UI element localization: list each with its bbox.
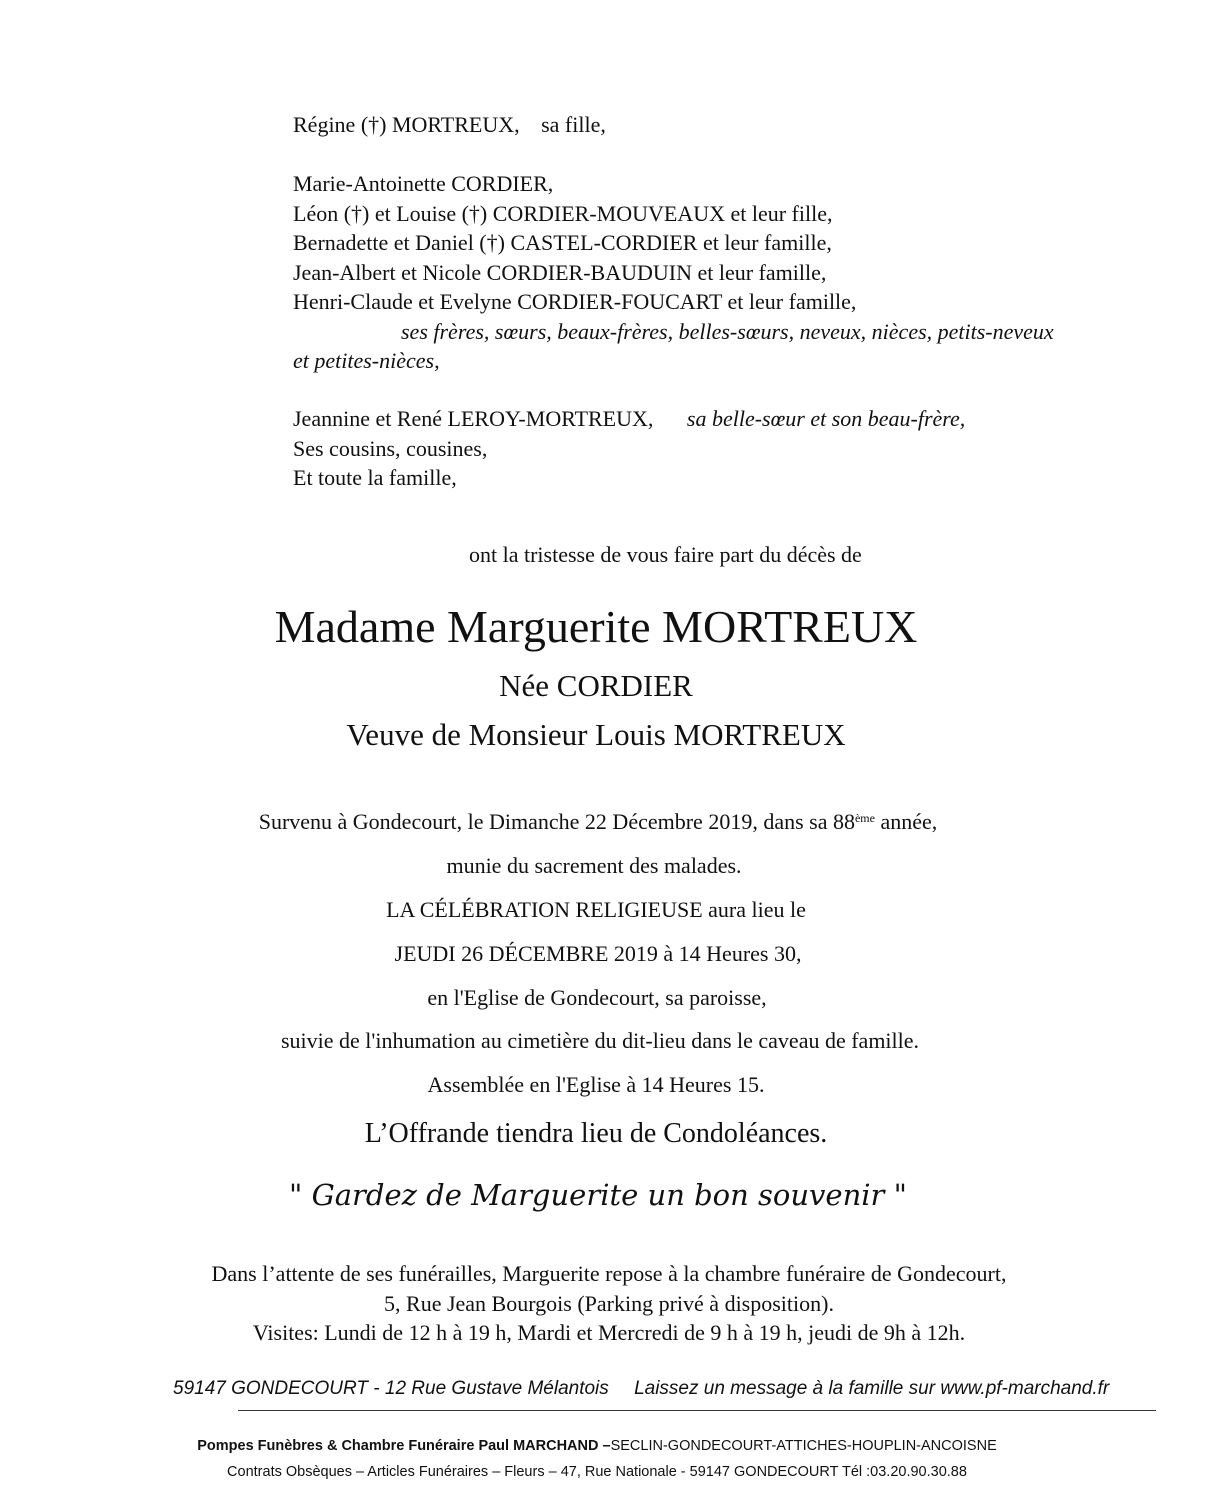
footer-company: Pompes Funèbres & Chambre Funéraire Paul MARCHAND – <box>197 1438 611 1454</box>
inlaws-comma: , <box>647 406 654 431</box>
inlaws-block <box>293 404 965 493</box>
death-text: Survenu à Gondecourt, le Dimanche 22 Décembre 2019, dans sa 88 <box>258 809 855 834</box>
footer-company-line <box>0 1436 1204 1456</box>
sibling-line: Léon (†) et Louise (†) CORDIER-MOUVEAUX et leur fille, <box>293 200 833 226</box>
announcement: ont la tristesse de vous faire part du décès de <box>469 542 862 567</box>
contact-line <box>173 1376 1109 1402</box>
daughter-name: Régine (†) MORTREUX, <box>293 112 520 137</box>
death-text-end: année, <box>874 809 938 834</box>
widow-line: Veuve de Monsieur Louis MORTREUX <box>346 717 846 752</box>
visits-block <box>2 1259 1214 1348</box>
siblings-role-line-1: ses frères, sœurs, beaux-frères, belles-sœurs, neveux, nièces, petits-neveux <box>401 318 1054 344</box>
daughter-line <box>293 110 606 140</box>
contact-message: Laissez un message à la famille sur www.pf-marchand.fr <box>634 1378 1110 1399</box>
death-line <box>0 808 1205 836</box>
assembly-line: Assemblée en l'Eglise à 14 Heures 15. <box>427 1072 765 1097</box>
visits-line-2: 5, Rue Jean Bourgois (Parking privé à disposition). <box>384 1290 834 1316</box>
maiden-name: Née CORDIER <box>499 668 693 703</box>
ordinal-suffix: ème <box>854 811 875 825</box>
ceremony-date: JEUDI 26 DÉCEMBRE 2019 à 14 Heures 30, <box>394 941 802 966</box>
footer-divider <box>238 1410 1156 1411</box>
sacrament-line: munie du sacrement des malades. <box>446 853 742 878</box>
daughter-role: sa fille, <box>541 112 606 137</box>
inlaws-line <box>293 404 965 434</box>
deceased-name: Madame Marguerite MORTREUX <box>274 601 918 652</box>
inlaws-role: sa belle-sœur et son beau-frère, <box>686 406 966 431</box>
cousins-line: Ses cousins, cousines, <box>293 435 488 461</box>
memorial-quote: " Gardez de Marguerite un bon souvenir " <box>289 1178 907 1212</box>
sibling-line: Jean-Albert et Nicole CORDIER-BAUDUIN et leur famille, <box>293 259 827 285</box>
visits-line-1: Dans l’attente de ses funérailles, Marguerite repose à la chambre funéraire de Gondecourt, <box>211 1261 1007 1286</box>
ceremony-line: LA CÉLÉBRATION RELIGIEUSE aura lieu le <box>386 897 806 922</box>
sibling-line: Bernadette et Daniel (†) CASTEL-CORDIER et leur famille, <box>293 230 832 255</box>
burial-line: suivie de l'inhumation au cimetière du dit-lieu dans le caveau de famille. <box>280 1028 920 1053</box>
all-family-line: Et toute la famille, <box>293 465 457 490</box>
footer-services: Contrats Obsèques – Articles Funéraires – Fleurs – 47, Rue Nationale - 59147 GONDECOURT Tél :03.20.90.30.88 <box>227 1464 967 1480</box>
inlaws-name: Jeannine et René LEROY-MORTREUX <box>293 406 648 431</box>
church-line: en l'Eglise de Gondecourt, sa paroisse, <box>427 985 767 1010</box>
sibling-line: Marie-Antoinette CORDIER, <box>293 171 554 196</box>
footer-locations: SECLIN-GONDECOURT-ATTICHES-HOUPLIN-ANCOISNE <box>610 1438 997 1454</box>
siblings-list <box>293 169 1054 376</box>
offering-line: L’Offrande tiendra lieu de Condoléances. <box>364 1118 828 1149</box>
siblings-role-line-2: et petites-nièces, <box>293 348 440 373</box>
visits-line-3: Visites: Lundi de 12 h à 19 h, Mardi et Mercredi de 9 h à 19 h, jeudi de 9h à 12h. <box>252 1320 966 1345</box>
sibling-line: Henri-Claude et Evelyne CORDIER-FOUCART et leur famille, <box>293 289 857 314</box>
contact-address: 59147 GONDECOURT - 12 Rue Gustave Mélantois <box>173 1378 609 1399</box>
